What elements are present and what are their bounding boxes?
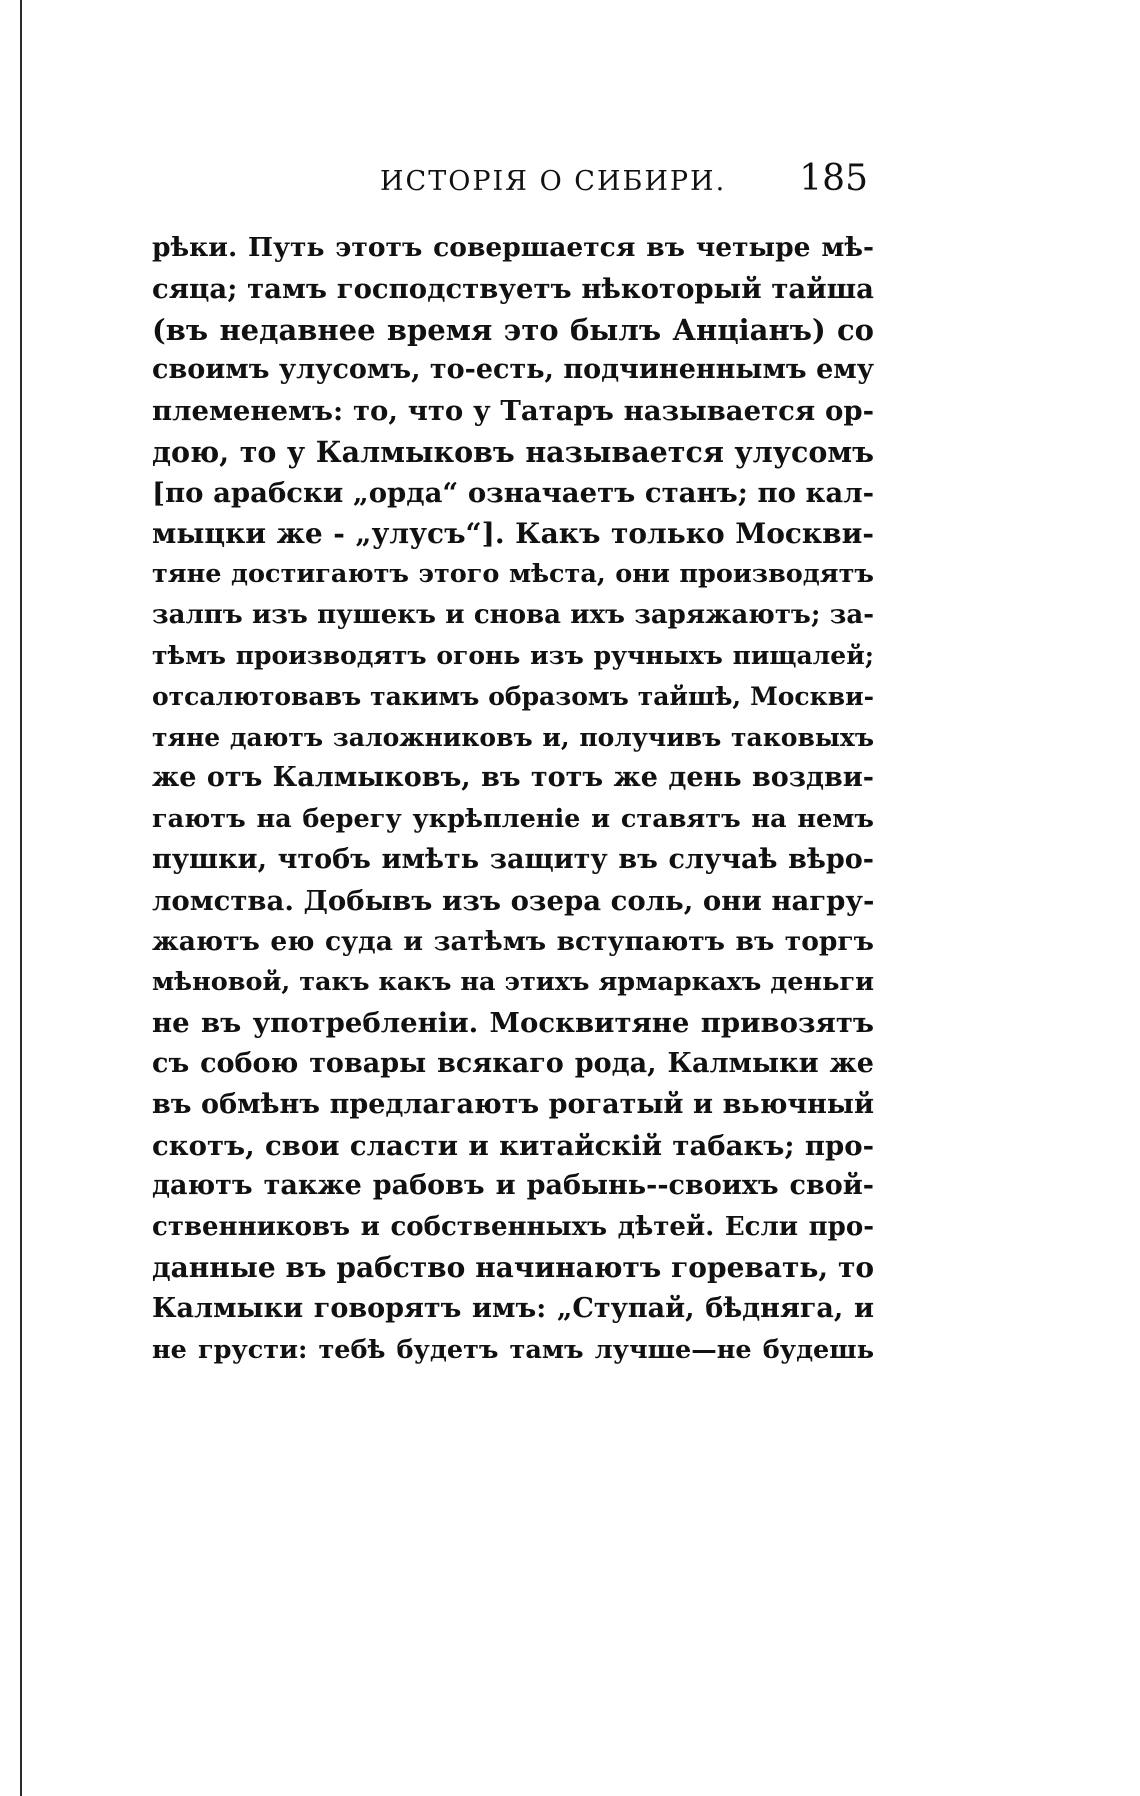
text-line: [по арабски „орда“ означаетъ станъ; по кал- xyxy=(152,476,874,509)
text-line: (въ недавнее время это былъ Анціанъ) со xyxy=(152,312,874,347)
page-number: 185 xyxy=(799,158,868,199)
text-line: пушки, чтобъ имѣть защиту въ случаѣ вѣро- xyxy=(152,843,874,875)
text-line: скотъ, свои сласти и китайскій табакъ; про- xyxy=(152,1129,874,1162)
text-line: тяне достигаютъ этого мѣста, они производятъ xyxy=(152,559,874,590)
scan-edge-line xyxy=(20,0,22,1796)
text-line: залпъ изъ пушекъ и снова ихъ заряжаютъ; за- xyxy=(152,600,874,631)
text-line: даютъ также рабовъ и рабынь--своихъ свой- xyxy=(152,1170,874,1202)
running-title: ИСТОРІЯ О СИБИРИ. xyxy=(380,166,727,197)
text-line: не въ употребленіи. Москвитяне привозятъ xyxy=(152,1007,874,1040)
text-line: своимъ улусомъ, то-есть, подчиненнымъ ему xyxy=(152,354,874,386)
text-line: съ собою товары всякаго рода, Калмыки же xyxy=(152,1047,874,1079)
text-line: ственниковъ и собственныхъ дѣтей. Если про- xyxy=(152,1212,874,1243)
text-line: отсалютовавъ такимъ образомъ тайшѣ, Москви- xyxy=(152,681,874,711)
text-line: не грусти: тебѣ будетъ тамъ лучше—не будешь xyxy=(152,1334,874,1365)
page-header xyxy=(152,158,874,208)
text-line: ломства. Добывъ изъ озера соль, они нагру- xyxy=(152,884,874,917)
text-line: тѣмъ производятъ огонь изъ ручныхъ пищалей; xyxy=(152,640,874,670)
text-line: въ обмѣнъ предлагаютъ рогатый и вьючный xyxy=(152,1088,874,1120)
text-line: данные въ рабство начинаютъ горевать, то xyxy=(152,1250,874,1284)
text-line: гаютъ на берегу укрѣпленіе и ставятъ на немъ xyxy=(152,804,874,835)
text-line: тяне даютъ заложниковъ и, получивъ таковыхъ xyxy=(152,722,874,752)
text-line: мѣновой, такъ какъ на этихъ ярмаркахъ деньги xyxy=(152,967,874,998)
text-line: жаютъ ею суда и затѣмъ вступаютъ въ торгъ xyxy=(152,925,874,957)
text-line: мыцки же - „улусъ“]. Какъ только Москви- xyxy=(152,516,874,550)
text-line: сяца; тамъ господствуетъ нѣкоторый тайша xyxy=(152,272,874,305)
text-line: племенемъ: то, что у Татаръ называется ор- xyxy=(152,395,874,428)
text-line: Калмыки говорятъ имъ: „Ступай, бѣдняга, и xyxy=(152,1292,874,1324)
text-line: рѣки. Путь этотъ совершается въ четыре мѣ- xyxy=(152,232,874,263)
body-text xyxy=(152,228,874,1370)
text-line: же отъ Калмыковъ, въ тотъ же день воздви- xyxy=(152,762,874,794)
text-line: дою, то у Калмыковъ называется улусомъ xyxy=(152,434,874,469)
